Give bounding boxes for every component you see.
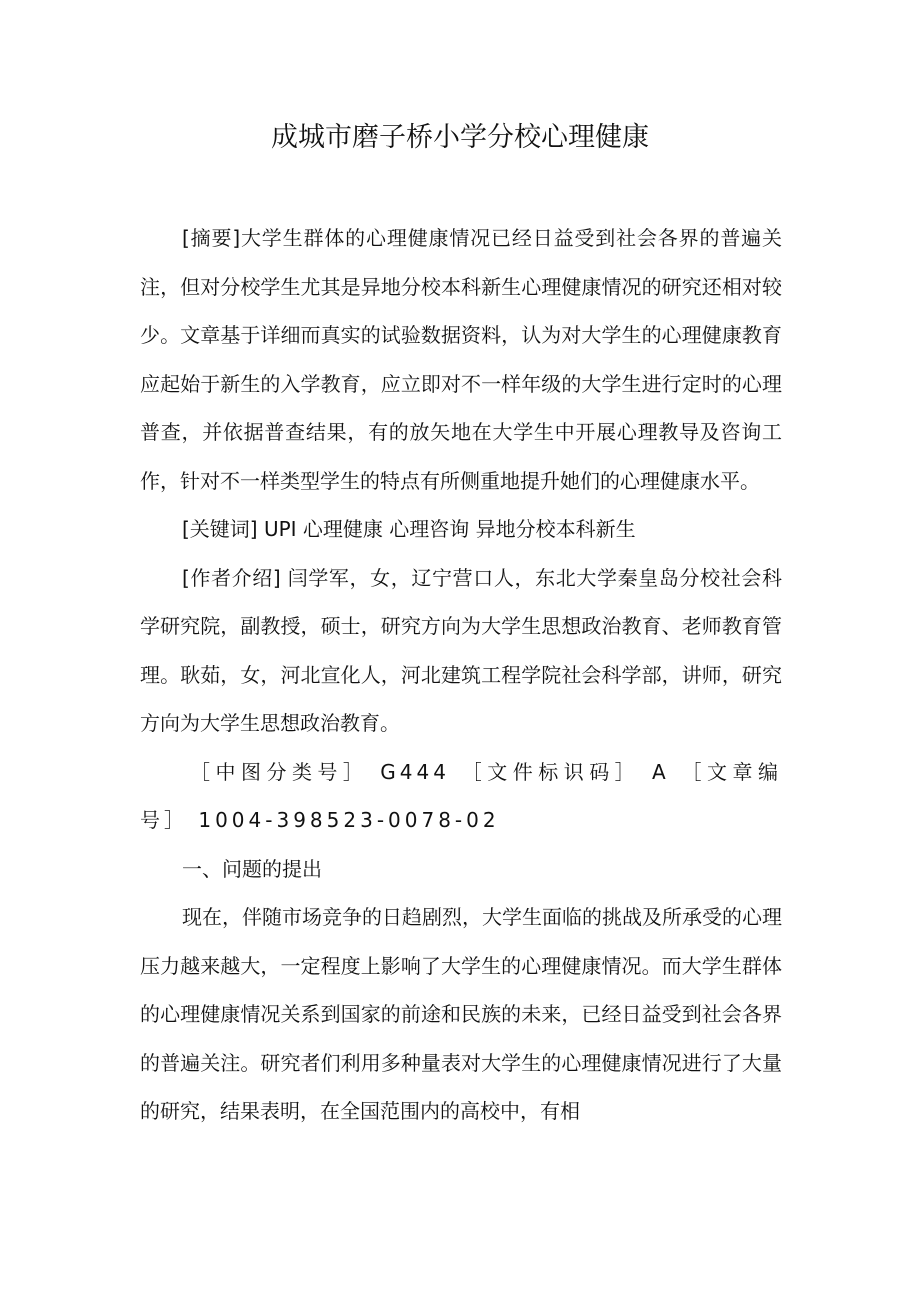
keywords-paragraph: [关键词] UPI 心理健康 心理咨询 异地分校本科新生 (182, 517, 636, 541)
section-heading: 一、问题的提出 (182, 856, 322, 881)
author-intro-paragraph: [作者介绍] 闫学军，女，辽宁营口人，东北大学秦皇岛分校社会科学研究院，副教授，硕士，研究方向为大学生思想政治教育、老师教育管理。耿茹，女，河北宣化人，河北建筑工程学院社会科学部，讲师，研究方向为大学生思想政治教育。 (140, 565, 782, 735)
document-body (140, 214, 782, 1136)
classification-paragraph: ［中图分类号］ G444 ［文件标识码］ A ［文章编号］ 1004-398523-0078-02 (140, 759, 782, 832)
section-body-paragraph: 现在，伴随市场竞争的日趋剧烈，大学生面临的挑战及所承受的心理压力越来越大，一定程度上影响了大学生的心理健康情况。而大学生群体的心理健康情况关系到国家的前途和民族的未来，已经日益受到社会各界的普遍关注。研究者们利用多种量表对大学生的心理健康情况进行了大量的研究，结果表明，在全国范围内的高校中，有相 (140, 905, 782, 1123)
document-title: 成城市磨子桥小学分校心理健康 (271, 122, 649, 153)
abstract-paragraph: [摘要]大学生群体的心理健康情况已经日益受到社会各界的普遍关注，但对分校学生尤其是异地分校本科新生心理健康情况的研究还相对较少。文章基于详细而真实的试验数据资料，认为对大学生的心理健康教育应起始于新生的入学教育，应立即对不一样年级的大学生进行定时的心理普查，并依据普查结果，有的放矢地在大学生中开展心理教导及咨询工作，针对不一样类型学生的特点有所侧重地提升她们的心理健康水平。 (140, 226, 782, 493)
